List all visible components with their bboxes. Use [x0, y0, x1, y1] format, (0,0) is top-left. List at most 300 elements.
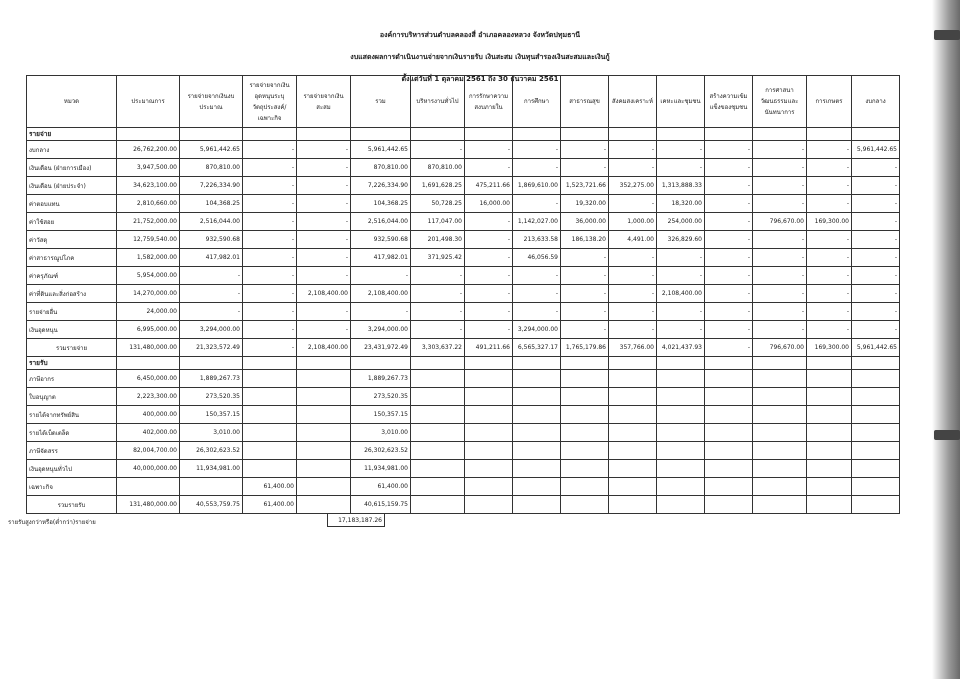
table-cell: 21,752,000.00: [117, 213, 180, 231]
row-label: รายได้จากทรัพย์สิน: [27, 406, 117, 424]
table-row: [27, 195, 900, 213]
table-cell: 1,582,000.00: [117, 249, 180, 267]
table-cell: -: [411, 285, 465, 303]
column-header: รายจ่ายจากเงินงบประมาณ: [180, 76, 243, 128]
table-cell: [807, 357, 852, 370]
table-cell: -: [243, 177, 297, 195]
table-cell: 6,565,327.17: [513, 339, 561, 357]
table-cell: -: [465, 141, 513, 159]
column-header: รายจ่ายจากเงินสะสม: [297, 76, 351, 128]
table-cell: 796,670.00: [753, 213, 807, 231]
table-cell: [243, 388, 297, 406]
table-cell: 14,270,000.00: [117, 285, 180, 303]
table-cell: 201,498.30: [411, 231, 465, 249]
column-header: การศาสนาวัฒนธรรมและนันทนาการ: [753, 76, 807, 128]
table-cell: [705, 388, 753, 406]
table-cell: 34,623,100.00: [117, 177, 180, 195]
row-label: เงินเดือน (ฝ่ายประจำ): [27, 177, 117, 195]
table-cell: 417,982.01: [180, 249, 243, 267]
table-cell: 3,294,000.00: [180, 321, 243, 339]
table-cell: -: [243, 285, 297, 303]
table-cell: -: [609, 285, 657, 303]
table-cell: -: [807, 285, 852, 303]
table-cell: -: [411, 267, 465, 285]
table-cell: 2,223,300.00: [117, 388, 180, 406]
table-cell: [243, 128, 297, 141]
table-cell: -: [513, 159, 561, 177]
table-cell: 3,010.00: [351, 424, 411, 442]
table-cell: 400,000.00: [117, 406, 180, 424]
table-row: [27, 442, 900, 460]
table-cell: [117, 357, 180, 370]
table-cell: [852, 496, 900, 514]
table-cell: 491,211.66: [465, 339, 513, 357]
table-cell: 7,226,334.90: [351, 177, 411, 195]
column-header: งบกลาง: [852, 76, 900, 128]
table-cell: -: [297, 267, 351, 285]
table-cell: [117, 478, 180, 496]
table-cell: [180, 128, 243, 141]
table-cell: -: [657, 141, 705, 159]
table-cell: -: [561, 141, 609, 159]
table-cell: -: [561, 159, 609, 177]
table-cell: [351, 128, 411, 141]
table-cell: [180, 478, 243, 496]
scan-mark: [934, 430, 960, 440]
table-cell: [297, 357, 351, 370]
table-cell: 1,889,267.73: [180, 370, 243, 388]
table-cell: [852, 460, 900, 478]
table-cell: -: [561, 321, 609, 339]
table-cell: [807, 370, 852, 388]
report-title: งบแสดงผลการดำเนินงานจ่ายจากเงินรายรับ เงินสะสม เงินทุนสำรองเงินสะสมและเงินกู้: [350, 53, 610, 61]
table-cell: [753, 370, 807, 388]
table-cell: [852, 370, 900, 388]
table-cell: [852, 442, 900, 460]
table-cell: [609, 357, 657, 370]
table-cell: [705, 496, 753, 514]
table-cell: -: [852, 159, 900, 177]
table-cell: -: [609, 267, 657, 285]
table-cell: [513, 478, 561, 496]
row-label: ค่าสาธารณูปโภค: [27, 249, 117, 267]
table-cell: [297, 478, 351, 496]
table-cell: [609, 442, 657, 460]
table-cell: -: [609, 159, 657, 177]
table-cell: [243, 460, 297, 478]
table-cell: [705, 370, 753, 388]
table-cell: [561, 460, 609, 478]
table-cell: 82,004,700.00: [117, 442, 180, 460]
table-cell: -: [705, 249, 753, 267]
table-row: [27, 424, 900, 442]
table-cell: [657, 357, 705, 370]
table-cell: [411, 388, 465, 406]
table-cell: -: [705, 303, 753, 321]
table-cell: [465, 128, 513, 141]
table-cell: -: [705, 213, 753, 231]
table-cell: [297, 442, 351, 460]
row-label: ค่าตอบแทน: [27, 195, 117, 213]
table-cell: -: [243, 303, 297, 321]
table-cell: -: [852, 249, 900, 267]
table-cell: -: [705, 195, 753, 213]
section-heading: รายจ่าย: [27, 128, 117, 141]
table-cell: 131,480,000.00: [117, 339, 180, 357]
table-cell: 117,047.00: [411, 213, 465, 231]
period-title: ตั้งแต่วันที่ 1 ตุลาคม 2561 ถึง 30 ธันวาคม 2561: [401, 75, 559, 83]
table-cell: -: [243, 231, 297, 249]
table-cell: -: [513, 141, 561, 159]
table-cell: 796,670.00: [753, 339, 807, 357]
table-cell: 1,142,027.00: [513, 213, 561, 231]
table-cell: [807, 478, 852, 496]
row-label: ค่าใช้สอย: [27, 213, 117, 231]
table-cell: [807, 128, 852, 141]
table-cell: 150,357.15: [180, 406, 243, 424]
column-header: บริหารงานทั่วไป: [411, 76, 465, 128]
table-cell: -: [297, 213, 351, 231]
table-cell: [807, 442, 852, 460]
table-cell: -: [297, 177, 351, 195]
table-cell: [561, 357, 609, 370]
table-cell: 16,000.00: [465, 195, 513, 213]
table-cell: [411, 442, 465, 460]
table-cell: [753, 460, 807, 478]
table-cell: -: [852, 267, 900, 285]
row-label: ค่าวัสดุ: [27, 231, 117, 249]
column-header: การรักษาความสงบภายใน: [465, 76, 513, 128]
table-row: [27, 231, 900, 249]
total-label: รวมรายจ่าย: [27, 339, 117, 357]
row-label: เฉพาะกิจ: [27, 478, 117, 496]
table-cell: -: [297, 321, 351, 339]
table-cell: [807, 496, 852, 514]
table-cell: [609, 370, 657, 388]
table-cell: 2,108,400.00: [351, 285, 411, 303]
table-cell: [243, 424, 297, 442]
table-cell: [297, 406, 351, 424]
table-cell: 6,995,000.00: [117, 321, 180, 339]
table-cell: -: [657, 159, 705, 177]
table-cell: -: [513, 267, 561, 285]
table-cell: 18,320.00: [657, 195, 705, 213]
table-cell: -: [609, 321, 657, 339]
table-cell: [852, 388, 900, 406]
table-cell: [657, 406, 705, 424]
table-cell: 3,303,637.22: [411, 339, 465, 357]
table-cell: -: [852, 177, 900, 195]
org-title: องค์การบริหารส่วนตำบลคลองสี่ อำเภอคลองหลวง จังหวัดปทุมธานี: [379, 31, 581, 39]
column-header: เคหะและชุมชน: [657, 76, 705, 128]
table-cell: -: [705, 267, 753, 285]
table-cell: 3,294,000.00: [513, 321, 561, 339]
table-cell: 2,108,400.00: [297, 339, 351, 357]
table-cell: -: [351, 267, 411, 285]
table-cell: [180, 357, 243, 370]
table-cell: 213,633.58: [513, 231, 561, 249]
row-label: เงินอุดหนุน: [27, 321, 117, 339]
table-cell: -: [705, 285, 753, 303]
table-cell: [609, 128, 657, 141]
table-cell: 5,954,000.00: [117, 267, 180, 285]
table-row: [27, 141, 900, 159]
table-cell: -: [852, 321, 900, 339]
table-cell: [753, 496, 807, 514]
table-cell: -: [852, 285, 900, 303]
table-cell: -: [297, 141, 351, 159]
row-label: ภาษีจัดสรร: [27, 442, 117, 460]
table-cell: [513, 357, 561, 370]
table-cell: [753, 478, 807, 496]
table-cell: -: [657, 321, 705, 339]
table-cell: -: [753, 249, 807, 267]
table-cell: -: [180, 303, 243, 321]
table-cell: 326,829.60: [657, 231, 705, 249]
table-cell: [117, 128, 180, 141]
table-cell: -: [465, 231, 513, 249]
table-cell: -: [411, 303, 465, 321]
row-label: เงินเดือน (ฝ่ายการเมือง): [27, 159, 117, 177]
table-row: [27, 267, 900, 285]
table-cell: -: [609, 141, 657, 159]
table-cell: [561, 442, 609, 460]
table-cell: 932,590.68: [180, 231, 243, 249]
table-cell: [657, 460, 705, 478]
table-cell: -: [705, 141, 753, 159]
table-cell: 21,323,572.49: [180, 339, 243, 357]
table-cell: [705, 128, 753, 141]
table-cell: -: [243, 339, 297, 357]
table-cell: 2,108,400.00: [297, 285, 351, 303]
table-cell: -: [852, 231, 900, 249]
report-table: [26, 75, 900, 514]
table-cell: [513, 496, 561, 514]
table-cell: -: [297, 231, 351, 249]
table-cell: [753, 406, 807, 424]
column-header: สาธารณสุข: [561, 76, 609, 128]
table-cell: [411, 424, 465, 442]
table-cell: -: [807, 159, 852, 177]
table-cell: 2,516,044.00: [351, 213, 411, 231]
table-cell: [513, 388, 561, 406]
table-cell: 61,400.00: [243, 496, 297, 514]
scan-edge-shadow: [932, 0, 960, 679]
table-cell: -: [657, 267, 705, 285]
table-cell: 150,357.15: [351, 406, 411, 424]
table-cell: [852, 406, 900, 424]
table-cell: 2,516,044.00: [180, 213, 243, 231]
table-cell: 40,615,159.75: [351, 496, 411, 514]
table-cell: 5,961,442.65: [852, 339, 900, 357]
table-row: [27, 321, 900, 339]
table-cell: 26,302,623.52: [180, 442, 243, 460]
table-cell: [807, 424, 852, 442]
table-cell: 4,491.00: [609, 231, 657, 249]
table-cell: [609, 496, 657, 514]
table-cell: [465, 406, 513, 424]
table-cell: 50,728.25: [411, 195, 465, 213]
table-cell: [513, 370, 561, 388]
table-cell: [561, 128, 609, 141]
table-cell: 371,925.42: [411, 249, 465, 267]
row-label: ภาษีอากร: [27, 370, 117, 388]
table-cell: [753, 357, 807, 370]
table-cell: -: [513, 303, 561, 321]
column-header: รวม: [351, 76, 411, 128]
table-cell: -: [807, 177, 852, 195]
table-cell: [705, 478, 753, 496]
table-cell: [297, 370, 351, 388]
table-cell: [411, 496, 465, 514]
table-cell: -: [807, 195, 852, 213]
table-cell: [513, 442, 561, 460]
header-row: [27, 76, 900, 128]
row-label: งบกลาง: [27, 141, 117, 159]
table-cell: [807, 460, 852, 478]
row-label: ค่าที่ดินและสิ่งก่อสร้าง: [27, 285, 117, 303]
table-cell: 2,108,400.00: [657, 285, 705, 303]
section-row: [27, 128, 900, 141]
table-row: [27, 285, 900, 303]
table-cell: [465, 370, 513, 388]
column-header: หมวด: [27, 76, 117, 128]
table-cell: 402,000.00: [117, 424, 180, 442]
table-cell: 273,520.35: [180, 388, 243, 406]
table-cell: [243, 357, 297, 370]
table-cell: 6,450,000.00: [117, 370, 180, 388]
table-cell: -: [465, 321, 513, 339]
total-label: รวมรายรับ: [27, 496, 117, 514]
table-cell: [465, 478, 513, 496]
table-cell: -: [753, 285, 807, 303]
table-row: [27, 388, 900, 406]
table-row: [27, 177, 900, 195]
table-cell: 357,766.00: [609, 339, 657, 357]
table-cell: -: [465, 303, 513, 321]
table-row: [27, 159, 900, 177]
table-cell: 11,934,981.00: [180, 460, 243, 478]
table-cell: [561, 478, 609, 496]
table-cell: 1,523,721.66: [561, 177, 609, 195]
table-cell: [657, 128, 705, 141]
table-cell: [609, 478, 657, 496]
table-cell: -: [753, 231, 807, 249]
section-row: [27, 357, 900, 370]
table-cell: [609, 460, 657, 478]
table-cell: [705, 424, 753, 442]
table-cell: -: [243, 213, 297, 231]
table-cell: -: [753, 159, 807, 177]
table-row: [27, 303, 900, 321]
table-cell: 40,000,000.00: [117, 460, 180, 478]
table-cell: -: [411, 321, 465, 339]
table-cell: 1,869,610.00: [513, 177, 561, 195]
table-cell: 104,368.25: [180, 195, 243, 213]
table-cell: [657, 424, 705, 442]
table-cell: -: [705, 339, 753, 357]
table-cell: -: [243, 249, 297, 267]
table-cell: 104,368.25: [351, 195, 411, 213]
table-cell: [411, 370, 465, 388]
table-cell: [705, 442, 753, 460]
table-cell: [609, 388, 657, 406]
table-cell: [852, 478, 900, 496]
table-cell: 46,056.59: [513, 249, 561, 267]
table-row: [27, 249, 900, 267]
table-cell: -: [657, 249, 705, 267]
table-cell: [561, 370, 609, 388]
table-cell: [297, 128, 351, 141]
table-cell: 19,320.00: [561, 195, 609, 213]
table-cell: -: [807, 249, 852, 267]
table-cell: -: [243, 159, 297, 177]
table-cell: [297, 496, 351, 514]
table-cell: 3,010.00: [180, 424, 243, 442]
table-cell: 61,400.00: [243, 478, 297, 496]
table-cell: 1,313,888.33: [657, 177, 705, 195]
table-cell: -: [180, 267, 243, 285]
row-label: ค่าครุภัณฑ์: [27, 267, 117, 285]
table-cell: [657, 442, 705, 460]
table-cell: -: [609, 195, 657, 213]
table-cell: [705, 460, 753, 478]
row-label: ใบอนุญาต: [27, 388, 117, 406]
row-label: รายจ่ายอื่น: [27, 303, 117, 321]
table-cell: -: [609, 249, 657, 267]
table-cell: -: [513, 285, 561, 303]
row-label: รายได้เบ็ดเตล็ด: [27, 424, 117, 442]
table-cell: -: [411, 141, 465, 159]
table-cell: [561, 388, 609, 406]
table-row: [27, 370, 900, 388]
table-cell: -: [513, 195, 561, 213]
table-cell: 870,810.00: [351, 159, 411, 177]
table-cell: 5,961,442.65: [852, 141, 900, 159]
table-cell: -: [807, 303, 852, 321]
table-cell: -: [753, 177, 807, 195]
table-cell: [753, 424, 807, 442]
table-cell: [513, 406, 561, 424]
table-row: [27, 478, 900, 496]
table-cell: [561, 496, 609, 514]
table-cell: -: [852, 195, 900, 213]
column-header: สังคมสงเคราะห์: [609, 76, 657, 128]
table-cell: [351, 357, 411, 370]
column-header: ประมาณการ: [117, 76, 180, 128]
section-heading: รายรับ: [27, 357, 117, 370]
column-header: สร้างความเข้มแข็งของชุมชน: [705, 76, 753, 128]
table-cell: -: [465, 267, 513, 285]
table-cell: [657, 478, 705, 496]
table-cell: 169,300.00: [807, 339, 852, 357]
table-cell: 1,691,628.25: [411, 177, 465, 195]
table-cell: [705, 357, 753, 370]
table-cell: [465, 460, 513, 478]
table-cell: -: [807, 267, 852, 285]
table-cell: [411, 478, 465, 496]
table-cell: [513, 128, 561, 141]
table-cell: [705, 406, 753, 424]
table-cell: 23,431,972.49: [351, 339, 411, 357]
table-cell: -: [465, 213, 513, 231]
table-cell: -: [807, 141, 852, 159]
table-cell: -: [807, 231, 852, 249]
table-cell: 24,000.00: [117, 303, 180, 321]
table-cell: [411, 357, 465, 370]
table-cell: [243, 442, 297, 460]
table-cell: [465, 496, 513, 514]
